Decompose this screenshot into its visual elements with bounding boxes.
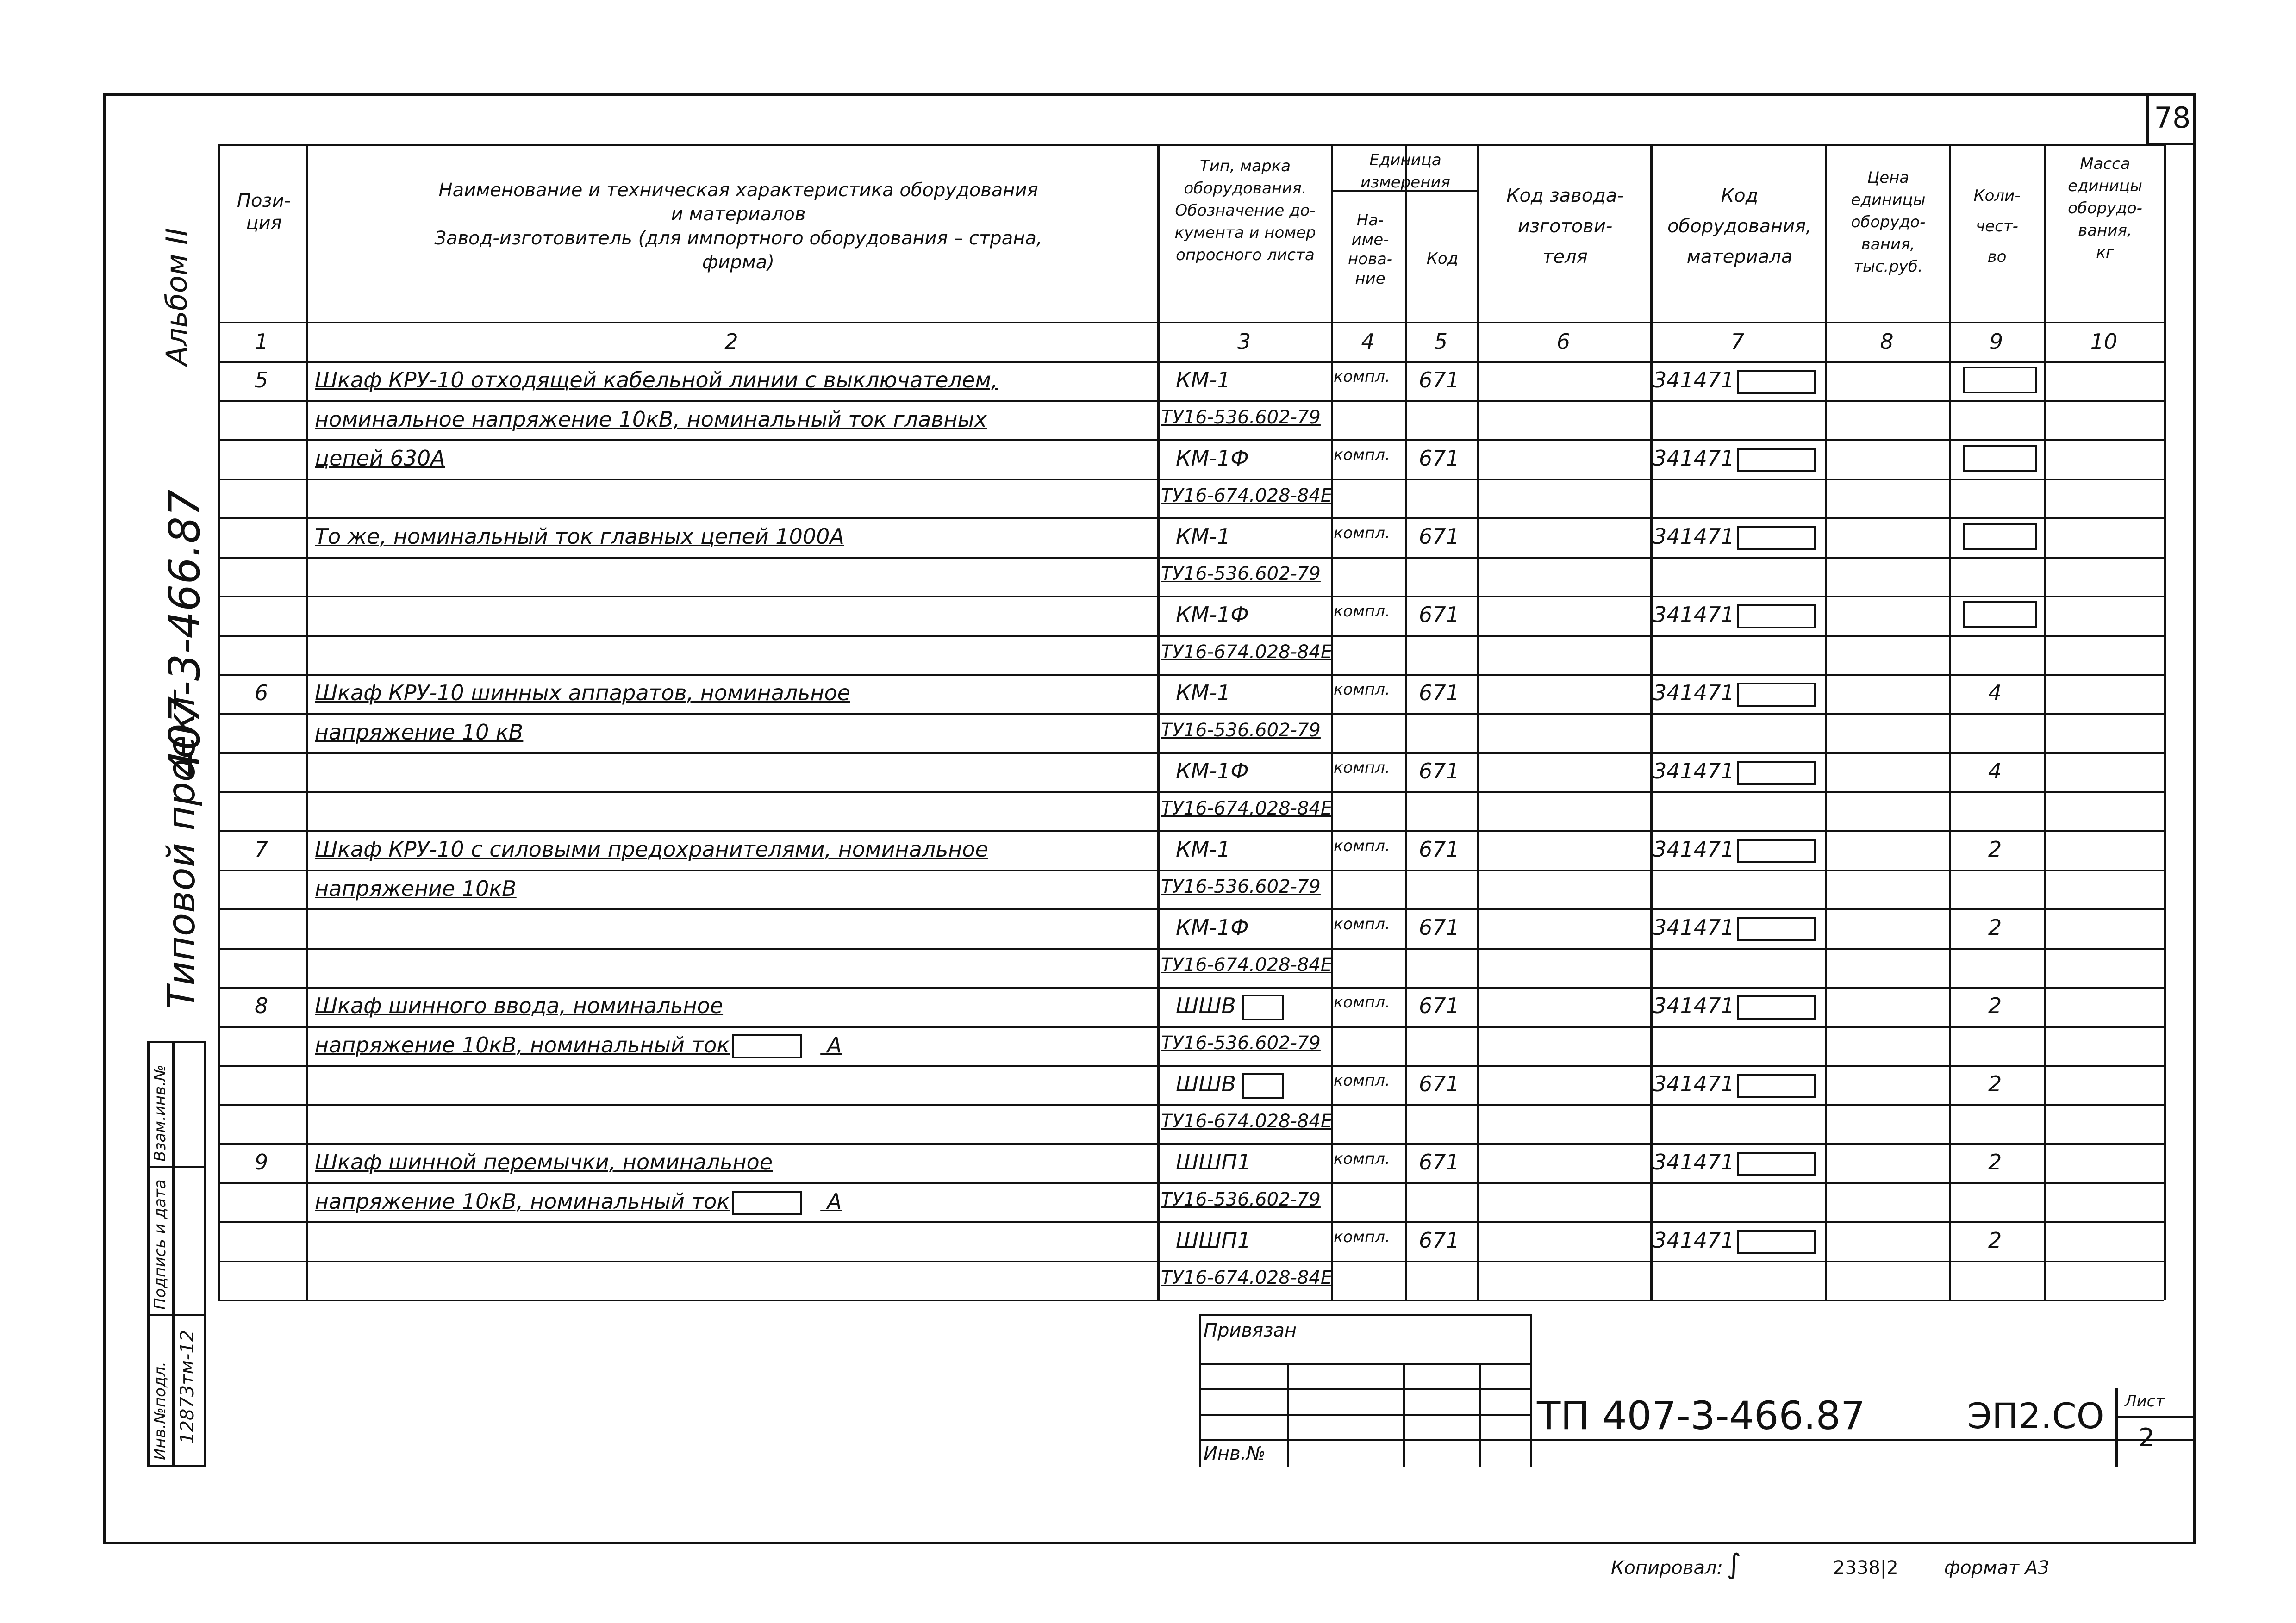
side-inv-value: 12873тм-12 xyxy=(177,1330,198,1444)
blank-quantity xyxy=(1963,601,2037,628)
side-vzam-inv: Взам.инв.№ xyxy=(151,1064,169,1162)
column-number: 4 xyxy=(1361,329,1375,354)
title-block-line xyxy=(1403,1363,1405,1467)
row-position: 7 xyxy=(255,837,268,862)
row-name: цепей 630А xyxy=(315,446,445,471)
side-block-line xyxy=(147,1041,206,1043)
blank-field xyxy=(1737,761,1816,785)
row-quantity: 2 xyxy=(1988,1150,2002,1175)
blank-field xyxy=(732,1191,802,1215)
title-block-line xyxy=(1199,1388,1532,1390)
blank-field xyxy=(1737,1230,1816,1254)
row-name: Шкаф шинного ввода, номинальное xyxy=(315,993,724,1018)
table-rule xyxy=(218,1300,2164,1301)
row-unit-code: 671 xyxy=(1419,446,1460,471)
table-rule xyxy=(218,144,2164,146)
row-material-code: 341471 xyxy=(1653,367,1816,394)
blank-quantity xyxy=(1963,523,2037,550)
title-inv-no: Инв.№ xyxy=(1204,1443,1266,1464)
row-type: ТУ16-536.602-79 xyxy=(1161,406,1321,428)
table-rule xyxy=(218,908,2164,910)
header-col-7: Код оборудования, материала xyxy=(1667,185,1812,267)
table-rule xyxy=(218,361,2164,363)
row-unit: компл. xyxy=(1334,602,1390,621)
table-rule xyxy=(218,870,2164,871)
side-inv-podl: Инв.№подл. xyxy=(151,1362,169,1460)
row-unit: компл. xyxy=(1334,1228,1390,1246)
row-type: КМ-1Ф xyxy=(1176,915,1249,940)
column-number: 1 xyxy=(255,329,268,354)
table-rule xyxy=(1949,144,1951,1300)
table-rule xyxy=(2164,144,2166,1300)
blank-field xyxy=(1737,839,1816,863)
header-col-9: Коли- чест- во xyxy=(1973,187,2021,266)
column-number: 5 xyxy=(1434,329,1448,354)
row-material-code: 341471 xyxy=(1653,524,1816,550)
title-block-line xyxy=(1287,1363,1289,1467)
row-type: КМ-1 xyxy=(1176,680,1231,705)
header-col-4: На- име- нова- ние xyxy=(1348,211,1393,288)
table-rule xyxy=(1157,144,1160,1300)
row-unit-code: 671 xyxy=(1419,837,1460,862)
row-quantity: 2 xyxy=(1988,1071,2002,1096)
column-number: 3 xyxy=(1237,329,1251,354)
row-unit: компл. xyxy=(1334,524,1390,542)
table-rule xyxy=(218,144,220,1300)
column-number: 6 xyxy=(1556,329,1571,354)
row-material-code: 341471 xyxy=(1653,1150,1816,1176)
row-quantity: 2 xyxy=(1988,993,2002,1018)
table-rule xyxy=(218,400,2164,402)
table-rule xyxy=(1825,144,1827,1300)
row-type: КМ-1 xyxy=(1176,524,1231,549)
row-unit-code: 671 xyxy=(1419,1071,1460,1096)
row-material-code: 341471 xyxy=(1653,446,1816,472)
row-type: ШШВ xyxy=(1176,1071,1284,1099)
side-album: Альбом II xyxy=(160,228,193,366)
row-unit: компл. xyxy=(1334,837,1390,855)
title-doc-code: ЭП2.СО xyxy=(1967,1395,2104,1436)
blank-field xyxy=(1737,604,1816,628)
side-block-line xyxy=(147,1465,206,1467)
row-type: ТУ16-674.028-84Е xyxy=(1161,641,1333,663)
row-name: напряжение 10кВ, номинальный ток А xyxy=(315,1032,842,1059)
blank-field xyxy=(1737,1152,1816,1176)
title-doc-designation: ТП 407-3-466.87 xyxy=(1537,1393,1866,1438)
column-number: 9 xyxy=(1989,329,2003,354)
table-rule xyxy=(218,517,2164,519)
row-quantity: 2 xyxy=(1988,837,2002,862)
row-type: ШШВ xyxy=(1176,993,1284,1020)
row-name: Шкаф КРУ-10 с силовыми предохранителями, номинальное xyxy=(315,837,988,862)
header-col-3: Тип, марка оборудования. Обозначение до- кумента и номер опросного листа xyxy=(1174,157,1316,264)
row-type: ТУ16-674.028-84Е xyxy=(1161,954,1333,976)
row-type: КМ-1 xyxy=(1176,837,1231,862)
row-type: КМ-1Ф xyxy=(1176,602,1249,627)
title-block-line xyxy=(1199,1439,2196,1441)
table-rule xyxy=(218,1221,2164,1223)
row-unit: компл. xyxy=(1334,1071,1390,1090)
title-privyazan: Привязан xyxy=(1204,1320,1297,1341)
row-quantity: 2 xyxy=(1988,915,2002,940)
sheet-number: 78 xyxy=(2146,93,2196,145)
row-material-code: 341471 xyxy=(1653,915,1816,941)
row-position: 8 xyxy=(255,993,268,1018)
column-number: 7 xyxy=(1730,329,1745,354)
header-unit-group: Единица измерения xyxy=(1360,151,1451,192)
row-name: напряжение 10 кВ xyxy=(315,719,524,745)
row-material-code: 341471 xyxy=(1653,602,1816,628)
row-unit-code: 671 xyxy=(1419,602,1460,627)
row-type: ТУ16-674.028-84Е xyxy=(1161,1110,1333,1132)
blank-field xyxy=(1737,995,1816,1020)
row-unit-code: 671 xyxy=(1419,915,1460,940)
blank-field xyxy=(1737,448,1816,472)
row-unit: компл. xyxy=(1334,680,1390,699)
row-type: ТУ16-674.028-84Е xyxy=(1161,485,1333,506)
row-position: 9 xyxy=(255,1150,268,1175)
title-block-line xyxy=(1199,1314,1532,1316)
side-block-line xyxy=(147,1314,206,1316)
blank-quantity xyxy=(1963,445,2037,472)
table-rule xyxy=(218,596,2164,597)
table-rule xyxy=(218,987,2164,989)
header-col-1: Пози- ция xyxy=(237,190,291,234)
row-type: КМ-1Ф xyxy=(1176,446,1249,471)
row-type: ТУ16-536.602-79 xyxy=(1161,1032,1321,1054)
row-unit-code: 671 xyxy=(1419,524,1460,549)
row-unit: компл. xyxy=(1334,759,1390,777)
title-block-line xyxy=(1530,1314,1532,1467)
title-block-line xyxy=(1199,1363,1532,1365)
blank-quantity xyxy=(1963,367,2037,393)
row-unit: компл. xyxy=(1334,993,1390,1012)
table-rule xyxy=(1650,144,1653,1300)
row-name: То же, номинальный ток главных цепей 1000А xyxy=(315,524,844,549)
row-quantity: 4 xyxy=(1988,680,2002,705)
row-unit: компл. xyxy=(1334,1150,1390,1168)
side-block-line xyxy=(172,1041,175,1465)
row-unit-code: 671 xyxy=(1419,1150,1460,1175)
table-rule xyxy=(218,479,2164,480)
table-rule xyxy=(218,1182,2164,1184)
row-material-code: 341471 xyxy=(1653,1071,1816,1098)
row-type: ТУ16-674.028-84Е xyxy=(1161,797,1333,819)
title-block-line xyxy=(1199,1314,1201,1467)
table-rule xyxy=(218,1104,2164,1106)
side-block-line xyxy=(204,1041,206,1465)
drawing-frame xyxy=(103,93,2196,1544)
blank-field xyxy=(1737,526,1816,550)
side-podpis-data: Подпись и дата xyxy=(151,1179,169,1310)
footer-copied-signature: ∫ xyxy=(1727,1548,1741,1580)
table-rule xyxy=(218,1143,2164,1145)
table-rule xyxy=(218,791,2164,793)
table-rule xyxy=(218,1026,2164,1028)
row-name: Шкаф КРУ-10 отходящей кабельной линии с выключателем, xyxy=(315,367,998,392)
header-col-8: Цена единицы оборудо- вания, тыс.руб. xyxy=(1851,168,1926,276)
header-col-5: Код xyxy=(1426,249,1459,268)
blank-field xyxy=(1737,1074,1816,1098)
table-rule xyxy=(1405,144,1407,1300)
row-type: КМ-1Ф xyxy=(1176,759,1249,784)
blank-field xyxy=(732,1034,802,1058)
blank-field xyxy=(1737,917,1816,941)
title-block-line xyxy=(1199,1414,1532,1416)
row-unit-code: 671 xyxy=(1419,993,1460,1018)
table-rule xyxy=(218,557,2164,559)
row-name: напряжение 10кВ, номинальный ток А xyxy=(315,1189,842,1215)
side-block-line xyxy=(147,1041,150,1465)
row-material-code: 341471 xyxy=(1653,837,1816,863)
row-unit-code: 671 xyxy=(1419,759,1460,784)
table-rule xyxy=(218,322,2164,323)
row-unit-code: 671 xyxy=(1419,367,1460,392)
row-quantity: 2 xyxy=(1988,1228,2002,1253)
row-material-code: 341471 xyxy=(1653,680,1816,707)
header-col-2: Наименование и техническая характеристика оборудования и материалов Завод-изготовитель (для импортного оборудования – страна, фирма) xyxy=(434,180,1042,273)
row-type: ТУ16-536.602-79 xyxy=(1161,1188,1321,1210)
row-type: ШШП1 xyxy=(1176,1228,1251,1253)
footer-format: формат А3 xyxy=(1944,1557,2050,1579)
row-type: ТУ16-674.028-84Е xyxy=(1161,1267,1333,1288)
footer-order: 2338|2 xyxy=(1833,1557,1898,1579)
title-block-line xyxy=(1479,1363,1481,1467)
table-rule xyxy=(218,1261,2164,1262)
table-rule xyxy=(218,635,2164,637)
title-block-line xyxy=(2115,1416,2196,1418)
row-unit-code: 671 xyxy=(1419,1228,1460,1253)
title-sheet-value: 2 xyxy=(2139,1423,2155,1452)
side-project-type: Типовой проект xyxy=(160,690,204,1009)
side-doc-code: 407-3-466.87 xyxy=(160,489,209,777)
row-type: ТУ16-536.602-79 xyxy=(1161,719,1321,741)
row-type: ШШП1 xyxy=(1176,1150,1251,1175)
row-unit: компл. xyxy=(1334,915,1390,933)
row-unit-code: 671 xyxy=(1419,680,1460,705)
row-unit: компл. xyxy=(1334,367,1390,386)
table-rule xyxy=(218,439,2164,441)
row-type: КМ-1 xyxy=(1176,367,1231,392)
table-rule xyxy=(1477,144,1479,1300)
column-number: 2 xyxy=(724,329,738,354)
row-position: 6 xyxy=(255,680,268,705)
row-name: номинальное напряжение 10кВ, номинальный ток главных xyxy=(315,406,987,432)
side-block-line xyxy=(147,1166,206,1168)
table-rule xyxy=(218,674,2164,676)
column-number: 10 xyxy=(2090,329,2118,354)
title-block-line xyxy=(2115,1388,2118,1467)
blank-field xyxy=(1242,1073,1284,1099)
blank-field xyxy=(1737,370,1816,394)
table-rule xyxy=(218,1065,2164,1067)
row-name: Шкаф КРУ-10 шинных аппаратов, номинальное xyxy=(315,680,850,705)
table-rule xyxy=(218,713,2164,715)
table-rule xyxy=(218,948,2164,950)
row-material-code: 341471 xyxy=(1653,993,1816,1020)
header-col-6: Код завода- изготови- теля xyxy=(1506,185,1624,267)
header-col-10: Масса единицы оборудо- вания, кг xyxy=(2068,155,2142,262)
row-type: ТУ16-536.602-79 xyxy=(1161,563,1321,585)
table-rule xyxy=(218,752,2164,754)
row-position: 5 xyxy=(255,367,268,392)
row-type: ТУ16-536.602-79 xyxy=(1161,876,1321,897)
column-number: 8 xyxy=(1880,329,1894,354)
blank-field xyxy=(1242,995,1284,1020)
blank-field xyxy=(1737,683,1816,707)
row-unit: компл. xyxy=(1334,446,1390,464)
table-rule xyxy=(306,144,308,1300)
row-material-code: 341471 xyxy=(1653,759,1816,785)
title-sheet-label: Лист xyxy=(2125,1392,2165,1411)
footer-copied: Копировал: xyxy=(1611,1557,1723,1579)
row-name: напряжение 10кВ xyxy=(315,876,517,901)
row-name: Шкаф шинной перемычки, номинальное xyxy=(315,1150,773,1175)
table-rule xyxy=(2044,144,2046,1300)
row-quantity: 4 xyxy=(1988,759,2002,784)
row-material-code: 341471 xyxy=(1653,1228,1816,1254)
table-rule xyxy=(218,830,2164,832)
